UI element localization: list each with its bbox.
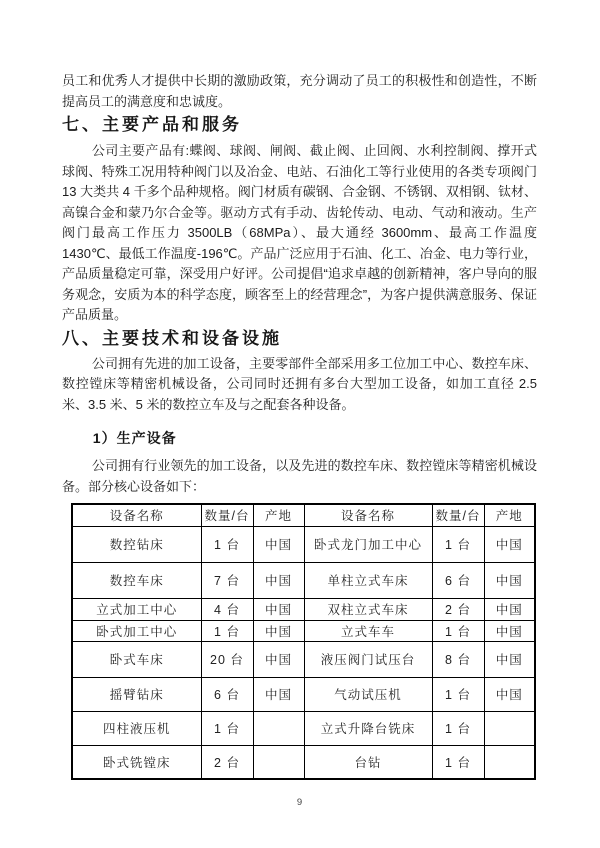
table-cell (253, 745, 304, 779)
table-cell: 6 台 (201, 677, 253, 711)
table-cell: 2 台 (432, 598, 484, 620)
equipment-table-head (72, 504, 535, 526)
table-cell: 摇臂钻床 (72, 677, 201, 711)
table-cell: 中国 (484, 620, 535, 641)
equipment-table (71, 503, 536, 780)
table-cell: 中国 (484, 598, 535, 620)
paragraph-products: 公司主要产品有:蝶阀、球阀、闸阀、截止阀、止回阀、水利控制阀、撑开式球阀、特殊工况用特种阀门以及冶金、电站、石油化工等行业使用的各类专项阀门 13 大类共 4 千多个品种规格。阀门材质有碳钢、合金钢、不锈钢、双相钢、钛材、高镍合金和蒙乃尔合金等。驱动方式有手动、齿轮传动、电动、气动和液动。生产阀门最高工作压力 3500LB（68MPa）、最大通经 3600mm、最高工作温度 1430℃、最低工作温度-196℃。产品广泛应用于石油、化工、冶金、电力等行业，产品质量稳定可靠，深受用户好评。公司提倡“追求卓越的创新精神，客户导向的服务观念，安质为本的科学态度，顾客至上的经营理念”，为客户提供满意服务、保证产品质量。 (62, 143, 537, 322)
table-cell: 中国 (484, 641, 535, 677)
table-cell: 1 台 (432, 620, 484, 641)
subsection-heading-production-equipment: 1）生产设备 (92, 430, 177, 446)
table-cell: 立式加工中心 (72, 598, 201, 620)
table-cell: 1 台 (432, 677, 484, 711)
table-cell: 卧式车床 (72, 641, 201, 677)
table-cell: 卧式加工中心 (72, 620, 201, 641)
table-cell: 卧式龙门加工中心 (304, 526, 432, 562)
table-cell: 中国 (484, 562, 535, 598)
table-cell: 单柱立式车床 (304, 562, 432, 598)
paragraph-continuation: 员工和优秀人才提供中长期的激励政策，充分调动了员工的积极性和创造性，不断提高员工的满意度和忠诚度。 (62, 73, 537, 109)
column-header: 产地 (484, 504, 535, 526)
table-cell: 中国 (253, 620, 304, 641)
table-cell: 中国 (253, 598, 304, 620)
table-cell: 中国 (253, 677, 304, 711)
section-heading-equipment: 八、主要技术和设备设施 (62, 328, 282, 348)
table-cell: 卧式铣镗床 (72, 745, 201, 779)
table-cell: 液压阀门试压台 (304, 641, 432, 677)
table-cell: 台钻 (304, 745, 432, 779)
table-cell: 1 台 (432, 711, 484, 745)
table-row (72, 620, 535, 641)
table-cell: 8 台 (432, 641, 484, 677)
table-cell: 中国 (253, 526, 304, 562)
table-cell (253, 711, 304, 745)
table-cell: 数控车床 (72, 562, 201, 598)
table-row (72, 526, 535, 562)
table-cell (484, 711, 535, 745)
table-cell: 6 台 (432, 562, 484, 598)
column-header: 数量/台 (201, 504, 253, 526)
column-header: 数量/台 (432, 504, 484, 526)
table-cell: 4 台 (201, 598, 253, 620)
table-cell: 气动试压机 (304, 677, 432, 711)
table-row (72, 562, 535, 598)
column-header: 设备名称 (72, 504, 201, 526)
column-header: 设备名称 (304, 504, 432, 526)
table-cell: 1 台 (201, 620, 253, 641)
table-cell: 中国 (484, 526, 535, 562)
table-cell: 20 台 (201, 641, 253, 677)
table-cell: 立式车车 (304, 620, 432, 641)
table-row (72, 598, 535, 620)
table-cell: 1 台 (201, 526, 253, 562)
paragraph-equipment: 公司拥有先进的加工设备，主要零部件全部采用多工位加工中心、数控车床、数控镗床等精密机械设备，公司同时还拥有多台大型加工设备，如加工直径 2.5 米、3.5 米、5 米的数控立车及与之配套各种设备。 (62, 355, 537, 412)
table-row (72, 745, 535, 779)
column-header: 产地 (253, 504, 304, 526)
table-cell: 中国 (484, 677, 535, 711)
table-cell: 2 台 (201, 745, 253, 779)
table-cell: 双柱立式车床 (304, 598, 432, 620)
table-cell: 1 台 (432, 745, 484, 779)
table-row (72, 677, 535, 711)
table-cell: 中国 (253, 562, 304, 598)
table-row (72, 711, 535, 745)
table-row (72, 641, 535, 677)
table-cell: 1 台 (432, 526, 484, 562)
table-cell: 7 台 (201, 562, 253, 598)
table-cell (484, 745, 535, 779)
section-heading-products: 七、主要产品和服务 (62, 115, 242, 134)
table-cell: 中国 (253, 641, 304, 677)
equipment-table-body (72, 526, 535, 779)
table-cell: 四柱液压机 (72, 711, 201, 745)
paragraph-production-equipment: 公司拥有行业领先的加工设备，以及先进的数控车床、数控镗床等精密机械设备。部分核心设备如下： (62, 458, 537, 494)
equipment-table-header-row (72, 504, 535, 526)
table-cell: 1 台 (201, 711, 253, 745)
page-number: 9 (296, 797, 303, 808)
table-cell: 立式升降台铣床 (304, 711, 432, 745)
table-cell: 数控钻床 (72, 526, 201, 562)
